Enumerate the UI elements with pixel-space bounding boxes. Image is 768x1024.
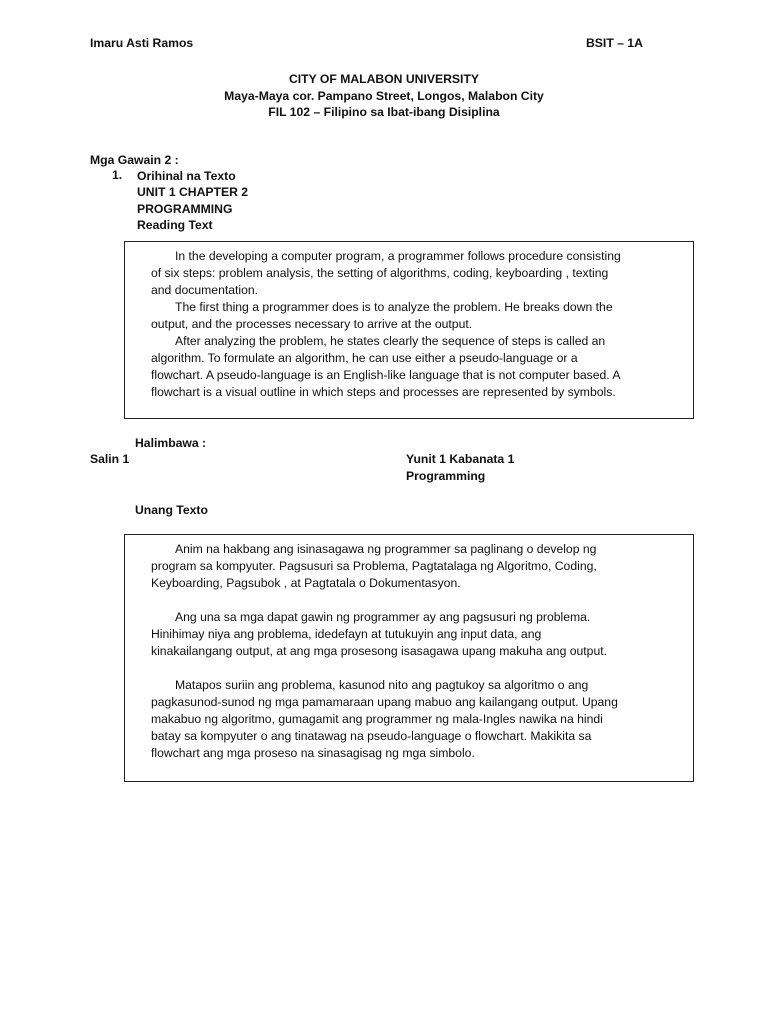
example-label: Halimbawa : <box>135 436 207 450</box>
activity-item <box>137 168 248 233</box>
original-text-box <box>124 241 694 419</box>
paragraph-line: pagkasunod-sunod ng mga pamamaraan upang mabuo ang kailangang output. Upang <box>151 695 618 709</box>
paragraph-line: After analyzing the problem, he states clearly the sequence of steps is called an <box>175 334 606 348</box>
paragraph-line: program sa kompyuter. Pagsusuri sa Problema, Pagtatalaga ng Algoritmo, Coding, <box>151 559 597 573</box>
university-name: CITY OF MALABON UNIVERSITY <box>288 72 480 86</box>
paragraph-line: and documentation. <box>151 283 259 297</box>
paragraph-line: Ang una sa mga dapat gawin ng programmer ay ang pagsusuri ng problema. <box>175 610 591 624</box>
paragraph-line: Keyboarding, Pagsubok , at Pagtatala o Dokumentasyon. <box>151 576 461 590</box>
unit-label: Yunit 1 Kabanata 1 <box>406 452 515 466</box>
paragraph-line: Matapos suriin ang problema, kasunod nito ang pagtukoy sa algoritmo o ang <box>175 678 589 692</box>
paragraph-line: kinakailangang output, at ang mga prosesong isasagawa upang makuha ang output. <box>151 644 608 658</box>
activity-heading: Mga Gawain 2 : <box>90 153 179 167</box>
translated-text-box <box>124 534 694 782</box>
paragraph-line: output, and the processes necessary to arrive at the output. <box>151 317 473 331</box>
paragraph-line: flowchart. A pseudo-language is an English-like language that is not computer based. A <box>151 368 621 382</box>
item-line: Orihinal na Texto <box>137 169 236 183</box>
paragraph-line: Hinihimay niya ang problema, idedefayn at tutukuyin ang input data, ang <box>151 627 542 641</box>
paragraph-line: flowchart ang mga proseso na sinasagisag ng mga simbolo. <box>151 746 475 760</box>
author-name: Imaru Asti Ramos <box>90 36 194 50</box>
paragraph-line: algorithm. To formulate an algorithm, he can use either a pseudo-language or a <box>151 351 578 365</box>
unang-texto-label: Unang Texto <box>135 503 208 517</box>
paragraph-line: of six steps: problem analysis, the setting of algorithms, coding, keyboarding , texting <box>151 266 609 280</box>
paragraph-line: batay sa kompyuter o ang tinatawag na pseudo-language o flowchart. Makikita sa <box>151 729 592 743</box>
item-line: PROGRAMMING <box>137 201 233 216</box>
section-label: BSIT – 1A <box>586 36 643 50</box>
paragraph-line: In the developing a computer program, a programmer follows procedure consisting <box>175 249 621 263</box>
topic-label: Programming <box>406 469 486 483</box>
item-line: UNIT 1 CHAPTER 2 <box>137 185 249 200</box>
item-line: Reading Text <box>137 217 213 232</box>
paragraph-line: flowchart is a visual outline in which steps and processes are represented by symbols. <box>151 385 616 399</box>
course-title: FIL 102 – Filipino sa Ibat-ibang Disiplina <box>268 105 500 119</box>
paragraph-line: makabuo ng algoritmo, gumagamit ang programmer ng mala-Ingles nawika na hindi <box>151 712 603 726</box>
paragraph-line: Anim na hakbang ang isinasagawa ng programmer sa paglinang o develop ng <box>175 542 597 556</box>
salin-label: Salin 1 <box>90 452 130 466</box>
paragraph-line: The first thing a programmer does is to analyze the problem. He breaks down the <box>175 300 613 314</box>
item-number: 1. <box>112 168 123 182</box>
university-address: Maya-Maya cor. Pampano Street, Longos, Malabon City <box>224 89 544 103</box>
